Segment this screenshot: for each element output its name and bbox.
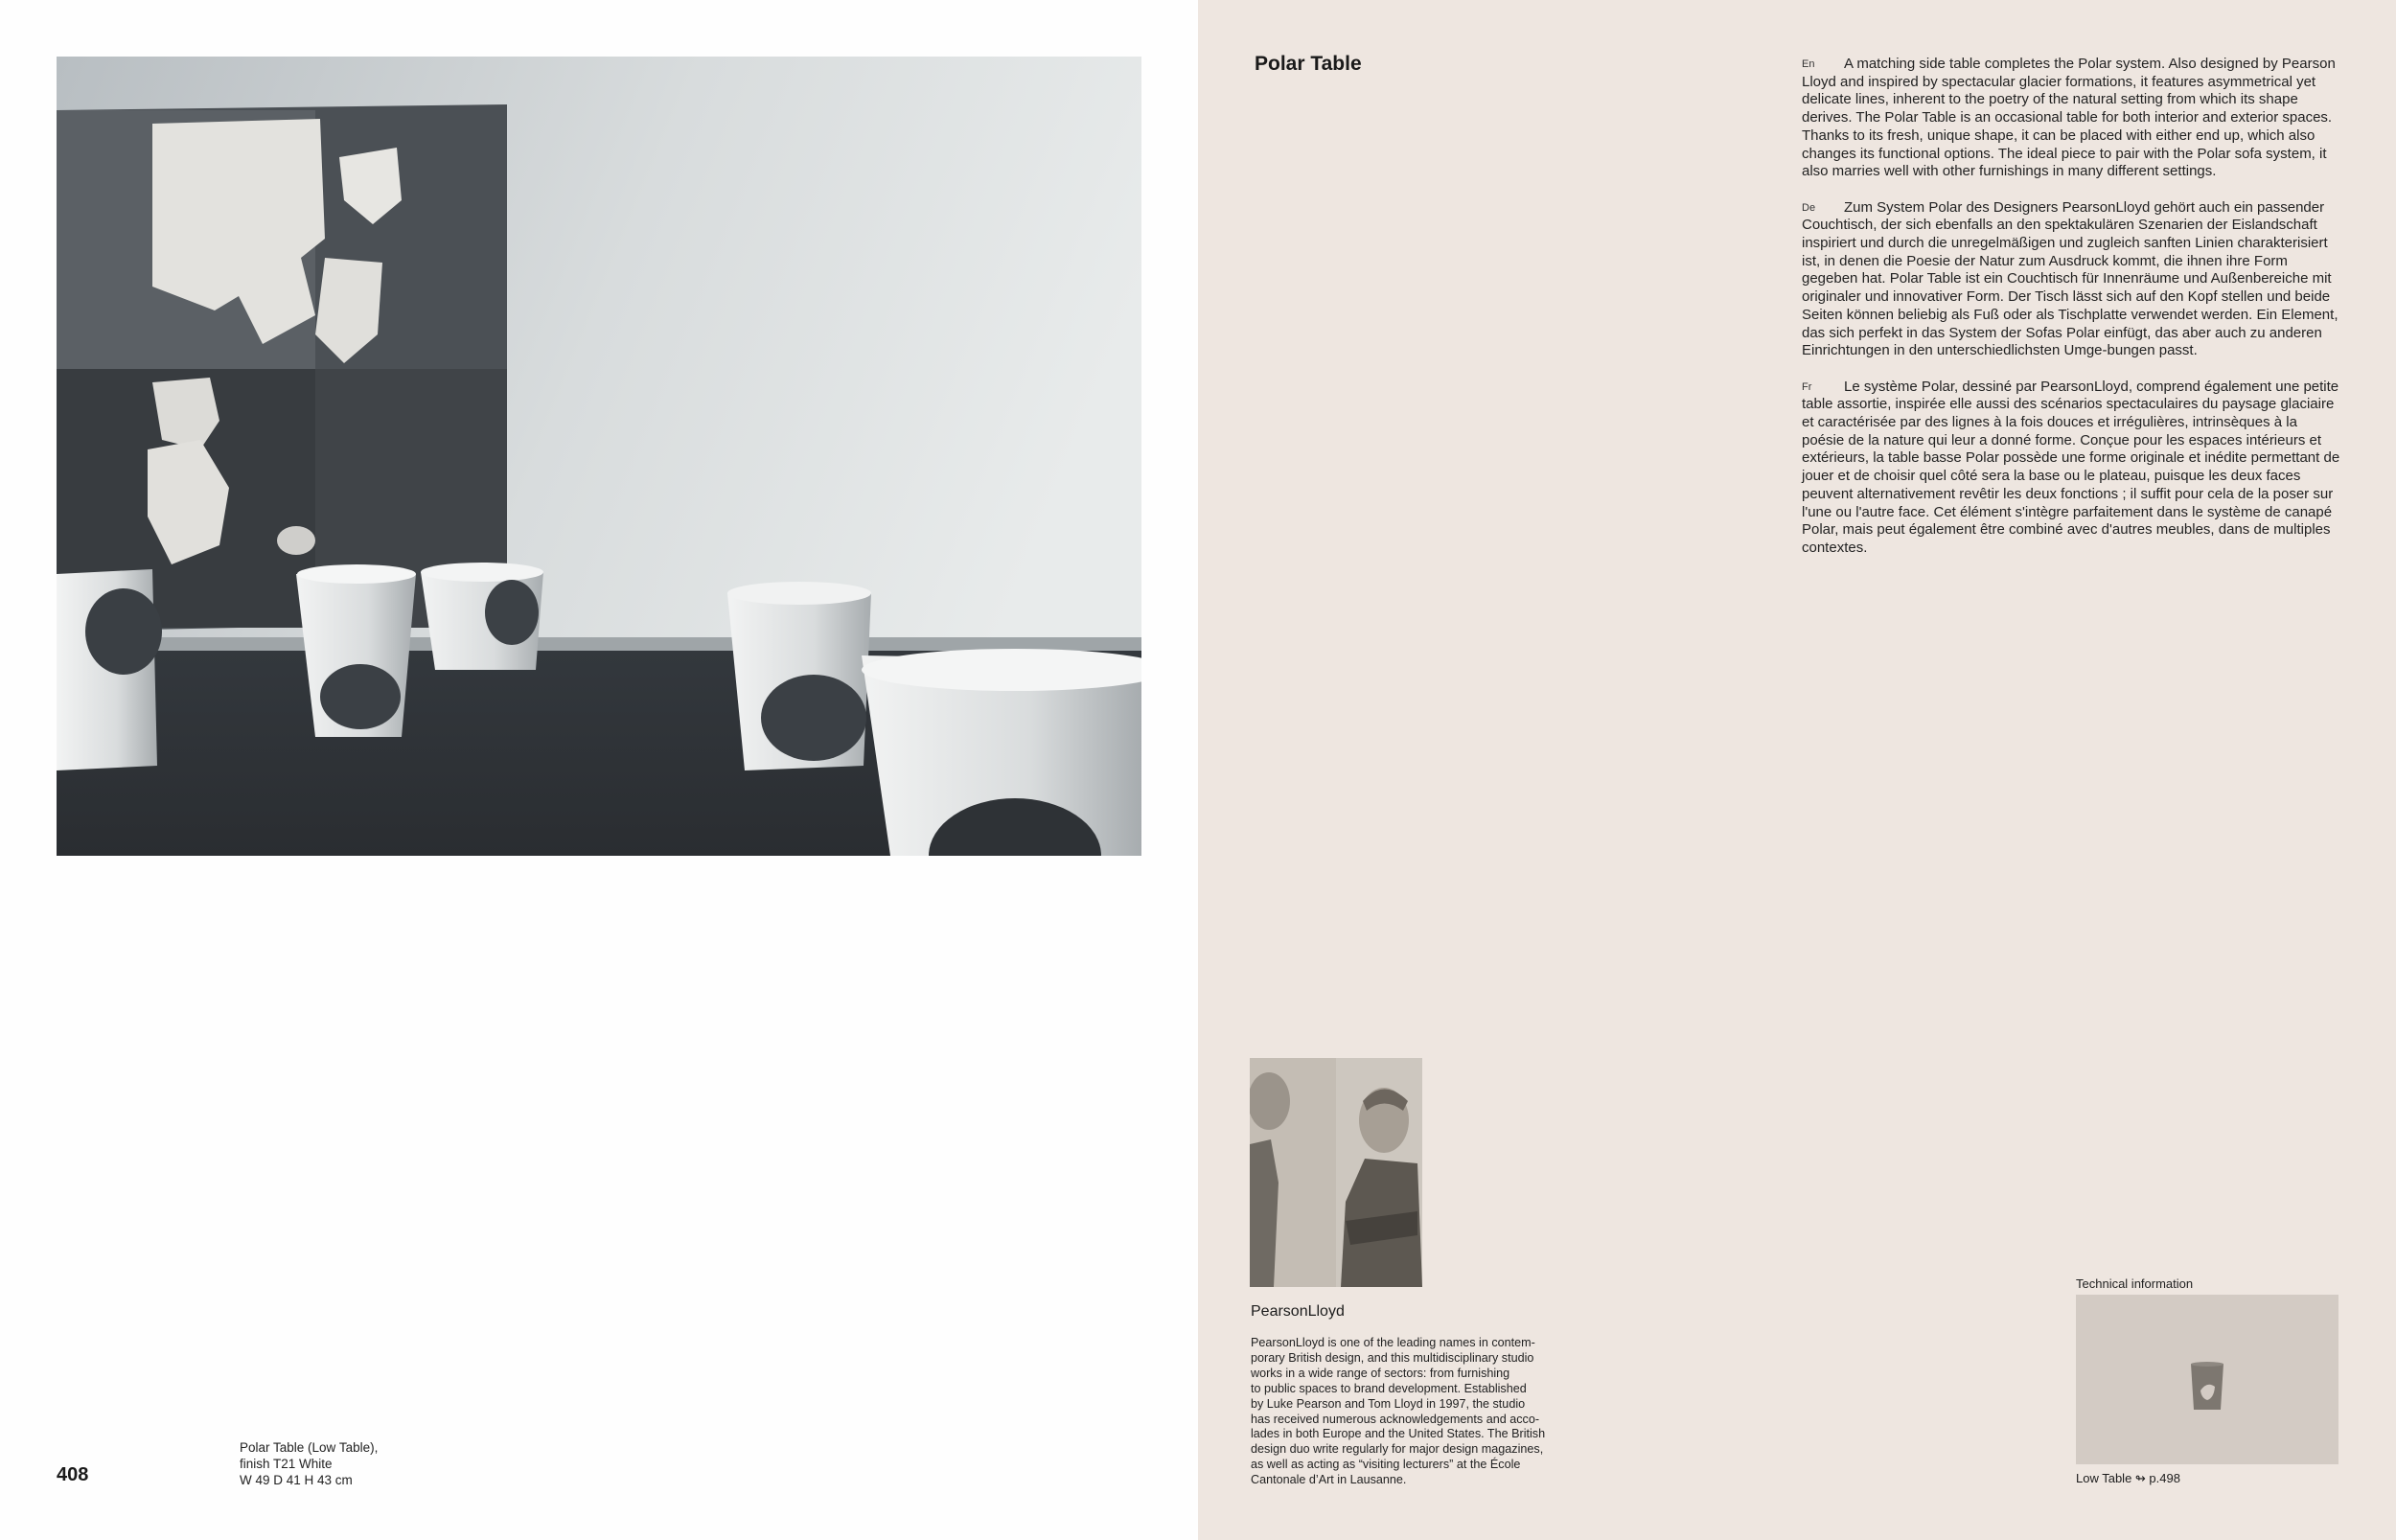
designer-photo-illustration — [1250, 1058, 1422, 1287]
description-text: Le système Polar, dessiné par PearsonLloyd, comprend également une petite table assortie, inspirée elle aussi des scénarios spectaculaires du paysage glaciaire et caractérisée par des lignes à la fois douces et irrégulières, intrinsèques à la poésie de la nature qui leur a donné forme. Conçue pour les espaces intérieurs et extérieurs, la table basse Polar possède une forme originale et inédite permettant de jouer et de choisir quel côté sera la base ou le plateau, puisque les deux faces peuvent alternativement revêtir les deux fonctions ; il suffit pour cela de la poser sur l'une ou l'autre face. Cet élément s'intègre parfaitement dans le système de canapé Polar, mais peut également être combiné avec d'autres meubles, dans de multiples contextes. — [1802, 378, 2340, 556]
designer-name: PearsonLloyd — [1251, 1303, 1345, 1320]
language-tag: En — [1802, 58, 1815, 70]
language-tag: De — [1802, 201, 1816, 214]
designer-bio — [1251, 1336, 1605, 1488]
technical-drawing-box — [2076, 1295, 2338, 1464]
bio-line: as well as acting as “visiting lecturers” at the École — [1251, 1458, 1521, 1472]
caption-line: finish T21 White — [240, 1457, 333, 1471]
description-text: Zum System Polar des Designers PearsonLloyd gehört auch ein passender Couchtisch, der sich ebenfalls an den spektakulären Szenarien der Eislandschaft inspiriert und durch die unregelmäßigen und zugleich sanften Linien charakterisiert ist, in denen die Poesie der Natur zum Ausdruck kommt, die ihnen ihre Form gegeben hat. Polar Table ist ein Couchtisch für Innenräume und Außenbereiche mit originaler und innovativer Form. Der Tisch lässt sich auf den Kopf stellen und beide Seiten können beliebig als Fuß oder als Tischplatte verwendet werden. Ein Element, das sich perfekt in das System der Sofas Polar einfügt, das aber auch zu anderen Einrichtungen in den unterschiedlichsten Umge-bungen passt. — [1802, 198, 2338, 359]
designer-photo — [1250, 1058, 1422, 1287]
bio-line: to public spaces to brand development. Established — [1251, 1381, 1527, 1395]
caption-line: Polar Table (Low Table), — [240, 1440, 379, 1455]
bio-line: has received numerous acknowledgements and acco- — [1251, 1412, 1540, 1426]
page-number: 408 — [57, 1464, 89, 1485]
product-photo — [57, 57, 1141, 856]
language-tag: Fr — [1802, 380, 1812, 393]
caption-line: W 49 D 41 H 43 cm — [240, 1473, 353, 1487]
bio-line: porary British design, and this multidisciplinary studio — [1251, 1350, 1534, 1365]
product-title: Polar Table — [1255, 53, 1362, 75]
description-de — [1802, 199, 2343, 360]
bio-line: by Luke Pearson and Tom Lloyd in 1997, the studio — [1251, 1396, 1526, 1411]
technical-info-label: Technical information — [2076, 1276, 2194, 1291]
description-fr — [1802, 379, 2343, 558]
bio-line: lades in both Europe and the United States. The British — [1251, 1427, 1546, 1441]
product-photo-illustration — [57, 57, 1141, 856]
bio-line: PearsonLloyd is one of the leading names in contem- — [1251, 1336, 1535, 1349]
description-en — [1802, 56, 2343, 181]
low-table-page-link[interactable]: Low Table ↬ p.498 — [2076, 1471, 2180, 1485]
description-column — [1802, 56, 2343, 575]
description-text: A matching side table completes the Polar system. Also designed by Pearson Lloyd and inspired by spectacular glacier formations, it features asymmetrical yet delicate lines, inherent to the poetry of the natural setting from which its shape derives. The Polar Table is an occasional table for both interior and exterior spaces. Thanks to its fresh, unique shape, it can be placed with either end up, which also changes its functional options. The ideal piece to pair with the Polar sofa system, it also marries well with other furnishings in many different settings. — [1802, 56, 2336, 180]
bio-line: works in a wide range of sectors: from furnishing — [1251, 1366, 1510, 1380]
bio-line: Cantonale d’Art in Lausanne. — [1251, 1473, 1407, 1487]
table-silhouette-icon — [2189, 1362, 2225, 1412]
bio-line: design duo write regularly for major design magazines, — [1251, 1442, 1544, 1457]
photo-caption — [240, 1439, 378, 1488]
